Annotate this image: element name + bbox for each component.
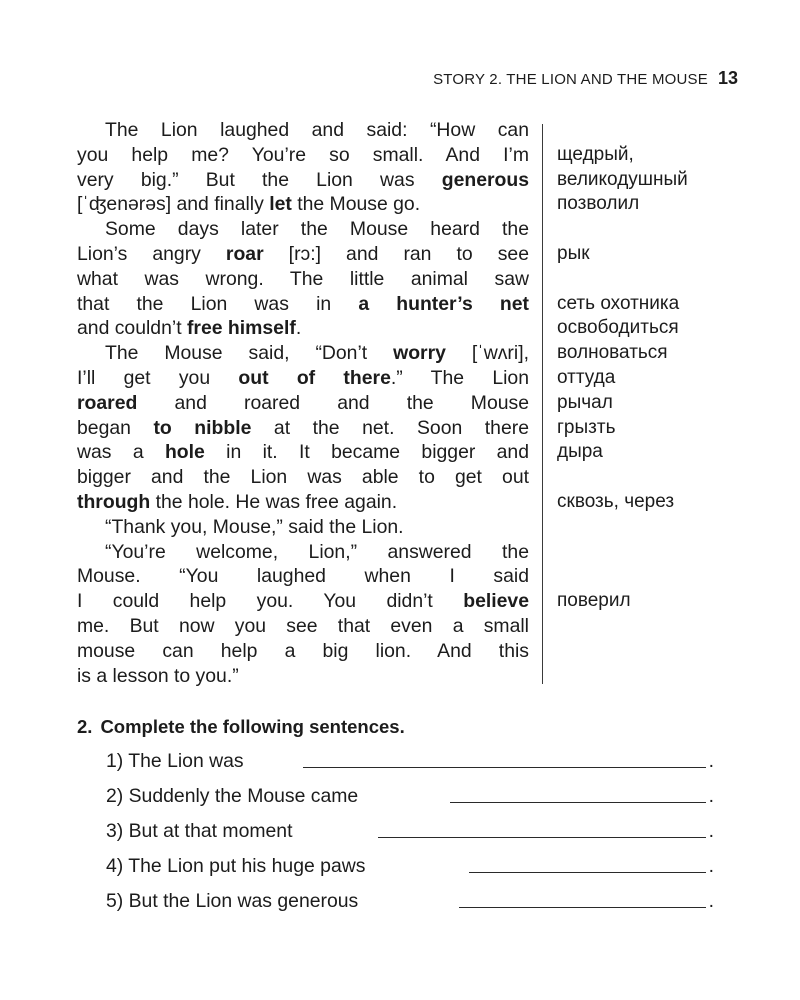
story-text bbox=[77, 118, 529, 688]
text-segment: .” The Lion bbox=[390, 366, 530, 389]
glossary-entry: рык bbox=[557, 243, 590, 264]
answer-blank[interactable] bbox=[450, 802, 706, 803]
glossary-entry: сквозь, через bbox=[557, 491, 675, 512]
running-title: STORY 2. THE LION AND THE MOUSE bbox=[433, 71, 708, 88]
text-segment: Mouse. “You laughed when I said bbox=[77, 565, 529, 588]
story-line bbox=[77, 614, 529, 639]
text-segment: was a bbox=[77, 441, 165, 464]
story-line bbox=[77, 192, 529, 217]
exercise-prompt: 5) But the Lion was generous bbox=[106, 890, 359, 912]
sentence-period: . bbox=[708, 855, 714, 877]
exercise-prompt: 1) The Lion was bbox=[106, 750, 244, 772]
text-segment: I’ll get you bbox=[77, 366, 239, 389]
story-line bbox=[77, 664, 529, 689]
story-line bbox=[77, 416, 529, 441]
text-segment: in it. It became bigger and bbox=[204, 441, 529, 464]
glossary-entry: сеть охотника bbox=[557, 292, 680, 314]
story-line bbox=[77, 366, 529, 391]
vocab-term: a hunter’s net bbox=[358, 292, 529, 315]
story-line bbox=[77, 341, 529, 366]
sentence-period: . bbox=[708, 820, 714, 842]
glossary-entry: освободиться bbox=[557, 317, 679, 339]
text-segment: The Mouse said, “Don’t bbox=[105, 342, 394, 365]
vocab-term: hole bbox=[164, 441, 205, 464]
glossary-entry: дыра bbox=[557, 441, 603, 463]
glossary-entry: щедрый, bbox=[557, 143, 634, 165]
vocab-term: roared bbox=[77, 391, 138, 414]
exercise-item bbox=[106, 785, 716, 815]
vocab-term: through bbox=[77, 490, 151, 513]
story-line bbox=[77, 440, 529, 465]
glossary-entry: волноваться bbox=[557, 342, 668, 364]
story-line bbox=[77, 168, 529, 193]
exercise-item bbox=[106, 750, 716, 780]
text-segment: is a lesson to you.” bbox=[77, 664, 239, 687]
sentence-period: . bbox=[708, 785, 714, 807]
story-line bbox=[77, 490, 529, 515]
text-segment: that the Lion was in bbox=[77, 292, 359, 315]
text-segment: began bbox=[77, 416, 154, 439]
answer-blank[interactable] bbox=[378, 837, 706, 838]
story-line bbox=[77, 118, 529, 143]
exercise-number: 2. bbox=[77, 716, 93, 737]
text-segment: the hole. He was free again. bbox=[150, 490, 398, 513]
text-segment: [ˈʤenərəs] and finally bbox=[77, 193, 270, 216]
exercise-item bbox=[106, 890, 716, 920]
exercise-prompt: 3) But at that moment bbox=[106, 820, 293, 842]
story-line bbox=[77, 143, 529, 168]
text-segment: and couldn’t bbox=[77, 317, 187, 340]
text-segment: what was wrong. The little animal saw bbox=[77, 267, 529, 290]
text-segment: The Lion laughed and said: “How can bbox=[105, 119, 529, 141]
story-line bbox=[77, 242, 529, 267]
text-segment: Some days later the Mouse heard the bbox=[105, 218, 529, 241]
text-segment: [rɔ:] and ran to see bbox=[263, 242, 529, 265]
text-segment: [ˈwʌri], bbox=[445, 342, 529, 365]
story-line bbox=[77, 391, 529, 416]
exercise-item bbox=[106, 855, 716, 885]
glossary-entry: оттуда bbox=[557, 367, 616, 388]
glossary-entry: великодушный bbox=[557, 168, 688, 190]
page-number: 13 bbox=[717, 68, 738, 88]
vocab-term: worry bbox=[393, 342, 446, 365]
text-segment: and roared and the Mouse bbox=[137, 391, 529, 414]
story-line bbox=[77, 267, 529, 292]
running-header bbox=[433, 68, 738, 89]
vocab-term: to nibble bbox=[153, 416, 252, 439]
text-segment: “Thank you, Mouse,” said the Lion. bbox=[105, 515, 404, 538]
story-line bbox=[77, 515, 529, 540]
text-segment: mouse can help a big lion. And this bbox=[77, 639, 529, 662]
exercise-prompt: 2) Suddenly the Mouse came bbox=[106, 785, 359, 807]
story-line bbox=[77, 639, 529, 664]
exercise-prompt: 4) The Lion put his huge paws bbox=[106, 855, 366, 877]
vocab-term: let bbox=[269, 193, 292, 216]
sentence-period: . bbox=[708, 750, 714, 772]
text-segment: I could help you. You didn’t bbox=[77, 590, 464, 613]
glossary-entry: поверил bbox=[557, 590, 631, 612]
text-segment: very big.” But the Lion was bbox=[77, 168, 442, 191]
text-segment: bigger and the Lion was able to get out bbox=[77, 466, 529, 489]
exercise-title: Complete the following sentences. bbox=[100, 716, 405, 737]
text-segment: you help me? You’re so small. And I’m bbox=[77, 143, 529, 166]
column-divider bbox=[542, 124, 543, 684]
exercise-heading bbox=[77, 716, 405, 738]
text-segment: “You’re welcome, Lion,” answered the bbox=[105, 540, 529, 563]
vocab-term: free himself bbox=[186, 317, 296, 340]
story-line bbox=[77, 465, 529, 490]
sentence-period: . bbox=[708, 890, 714, 912]
exercise-item bbox=[106, 820, 716, 850]
vocab-term: roar bbox=[225, 242, 264, 265]
text-segment: at the net. Soon there bbox=[251, 416, 529, 439]
vocab-term: generous bbox=[441, 168, 529, 191]
story-line bbox=[77, 564, 529, 589]
answer-blank[interactable] bbox=[469, 872, 706, 873]
vocab-term: believe bbox=[463, 590, 529, 613]
glossary-entry: позволил bbox=[557, 193, 640, 215]
answer-blank[interactable] bbox=[303, 767, 706, 768]
vocab-term: out of there bbox=[238, 366, 391, 389]
text-segment: . bbox=[295, 317, 302, 340]
story-line bbox=[77, 217, 529, 242]
text-segment: Lion’s angry bbox=[77, 242, 226, 265]
text-segment: me. But now you see that even a small bbox=[77, 614, 529, 637]
glossary-entry: грызть bbox=[557, 416, 616, 438]
story-line bbox=[77, 292, 529, 317]
text-segment: the Mouse go. bbox=[291, 193, 421, 216]
glossary-entry: рычал bbox=[557, 391, 613, 413]
answer-blank[interactable] bbox=[459, 907, 706, 908]
story-line bbox=[77, 589, 529, 614]
story-line bbox=[77, 316, 529, 341]
story-line bbox=[77, 540, 529, 565]
